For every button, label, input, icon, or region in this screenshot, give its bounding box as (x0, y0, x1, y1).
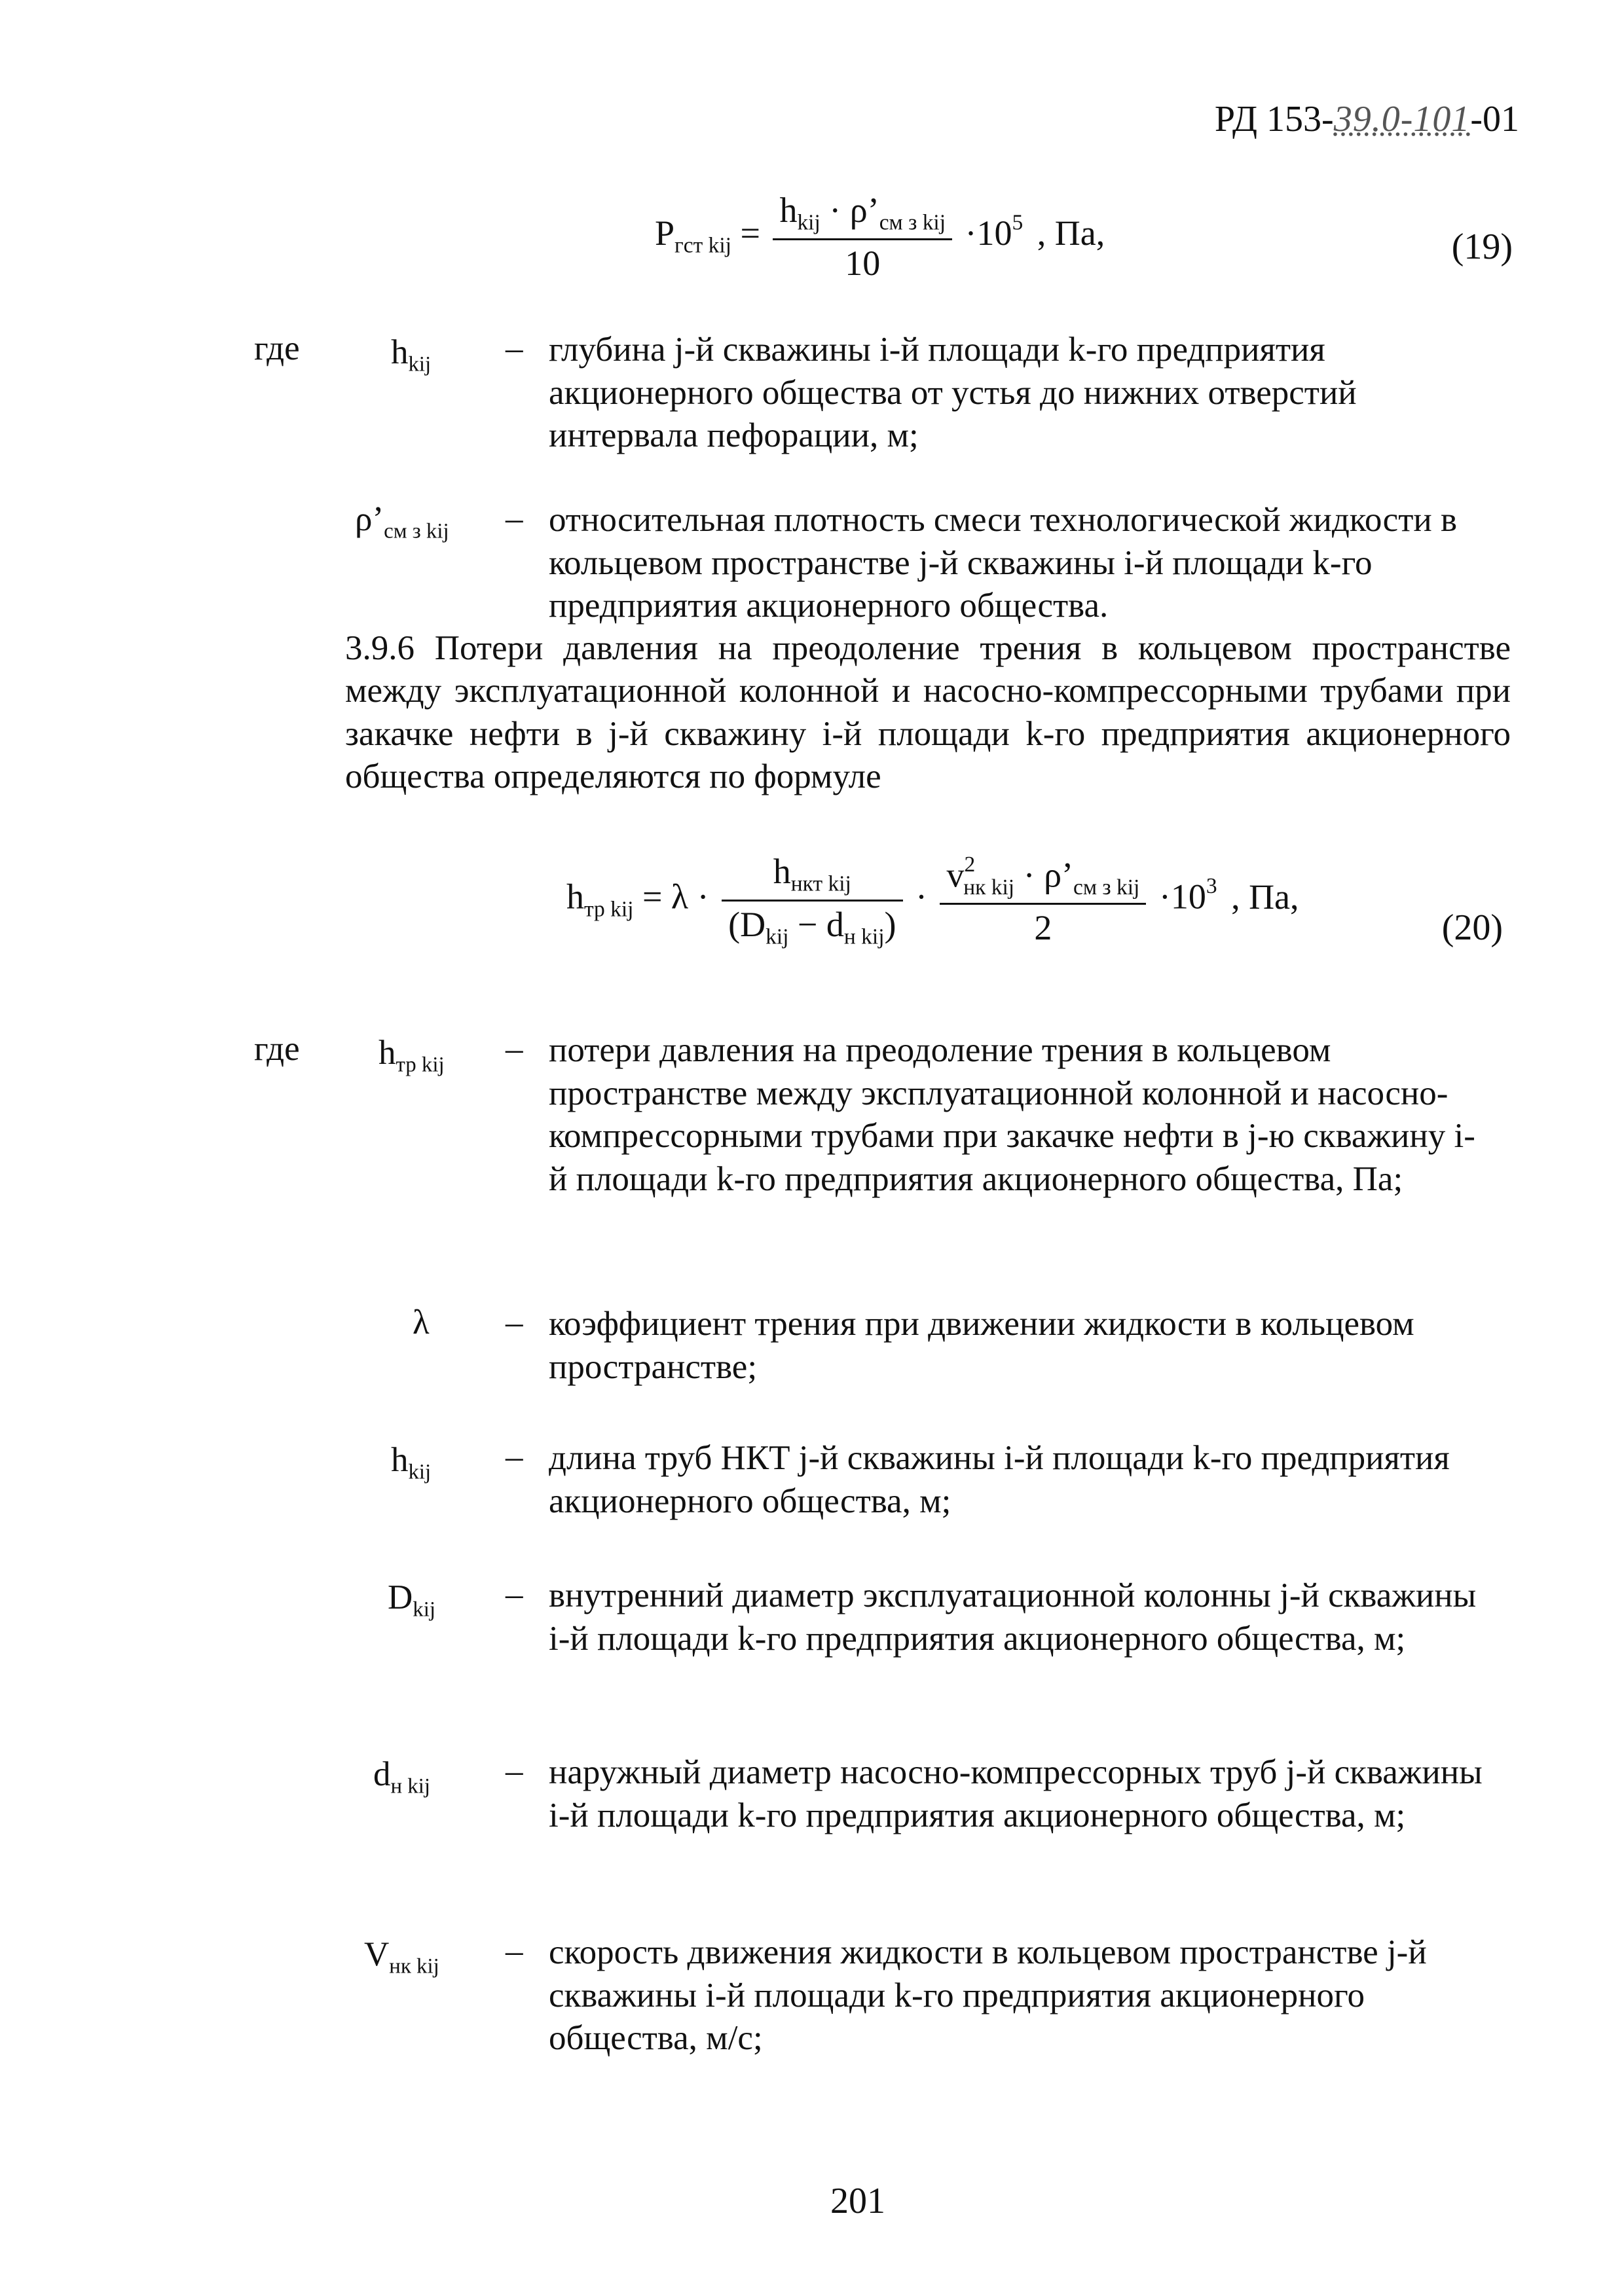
f20-frac1-den (722, 902, 902, 950)
f20-multiplier: ·10 (1158, 877, 1206, 917)
f20-den-close: ) (884, 904, 896, 944)
f20-frac1-num (722, 851, 902, 902)
f20-eq-lambda: = λ · (642, 877, 709, 917)
f19-exponent: 5 (1012, 210, 1024, 235)
def3-text: потери давления на преодоление трения в кольцевом пространстве между эксплуатационной колонной и насосно-компрессорными трубами при закачке нефти в j-ю скважину i-й площади k-го предприятия акционерного общества, Па; (549, 1031, 1475, 1199)
formula-20 (566, 851, 1299, 949)
f20-den-sub2: н kij (843, 924, 885, 949)
def4-text: коэффициент трения при движении жидкости в кольцевом пространстве; (549, 1305, 1414, 1386)
def3-sym-sub: тр kij (396, 1053, 445, 1077)
def5-text: длина труб НКТ j-й скважины i-й площади k-го предприятия акционерного общества, м; (549, 1439, 1450, 1520)
where-label-2: где (254, 1030, 300, 1068)
def1-sym-sub: kij (408, 352, 432, 376)
def3-sym-main: h (378, 1034, 396, 1072)
f19-num-h: h (779, 191, 798, 230)
def4-dash: – (506, 1303, 523, 1341)
f20-lhs-sub: тр kij (584, 897, 634, 922)
f20-fraction-2 (940, 852, 1146, 948)
page-number: 201 (830, 2181, 885, 2221)
doc-code-handwritten: 39.0-101 (1333, 99, 1471, 139)
f19-denominator: 10 (845, 243, 881, 283)
def6-symbol-D (388, 1578, 435, 1622)
def7-sym-sub: н kij (390, 1774, 430, 1798)
def5-dash: – (506, 1438, 523, 1476)
f20-den-sub1: kij (766, 924, 789, 949)
def8-symbol-V (364, 1935, 439, 1979)
doc-code-prefix: РД 153- (1214, 99, 1334, 139)
def8-dash: – (506, 1932, 523, 1970)
def2-sym-main: ρ’ (355, 500, 384, 538)
def4-sym-main: λ (413, 1303, 430, 1341)
f20-exponent: 3 (1206, 874, 1217, 899)
f19-num-h-sub: kij (797, 210, 821, 235)
def1-text: глубина j-й скважины i-й площади k-го предприятия акционерного общества от устья до нижних отверстий интервала пефорации, м; (549, 331, 1357, 455)
def2-text: относительная плотность смеси технологической жидкости в кольцевом пространстве j-й скважины i-й площади k-го предприятия акционерного общества. (549, 501, 1458, 625)
def5-sym-main: h (391, 1441, 409, 1479)
paragraph-3-9-6 (244, 627, 1511, 799)
def8-sym-sub: нк kij (389, 1954, 439, 1978)
f19-multiplier: ·10 (965, 213, 1012, 253)
def6-sym-sub: kij (413, 1597, 435, 1622)
f20-frac2-rho-sub: см з kij (1073, 875, 1140, 900)
def6-dash: – (506, 1575, 523, 1613)
f20-den-mid: − d (788, 904, 844, 944)
f20-frac2-v: v (946, 855, 965, 895)
def1-symbol-h (391, 333, 431, 377)
f19-fraction (773, 190, 952, 283)
equation-number-20: (20) (1441, 907, 1503, 948)
f20-frac2-v-sup: 2 (964, 852, 976, 877)
f19-numerator (773, 190, 952, 240)
def2-symbol-rho (355, 500, 449, 544)
def2-dash: – (506, 500, 523, 538)
document-code-header (1215, 98, 1519, 140)
def1-dash: – (506, 329, 523, 367)
def7-dash: – (506, 1752, 523, 1790)
f20-lhs: h (566, 877, 584, 917)
formula-19 (655, 190, 1105, 283)
f19-equals: = (740, 213, 760, 253)
def7-text: наружный диаметр насосно-компрессорных труб j-й скважины i-й площади k-го предприятия акционерного общества, м; (549, 1753, 1483, 1834)
f20-frac2-v-sub: нк kij (963, 875, 1015, 900)
f19-dot: · (829, 191, 841, 230)
f20-unit: , Па, (1231, 877, 1299, 917)
def7-sym-main: d (373, 1755, 391, 1793)
equation-number-19: (19) (1451, 227, 1513, 267)
where-label-1: где (254, 329, 300, 367)
f20-frac2-num (940, 852, 1146, 905)
def8-sym-main: V (364, 1935, 390, 1973)
f19-num-rho: ρ’ (849, 191, 879, 230)
f20-frac2-rho: · ρ’ (1023, 855, 1074, 895)
f20-den-open: (D (728, 904, 766, 944)
def5-symbol-h (391, 1440, 431, 1485)
f19-num-rho-sub: см з kij (879, 210, 946, 235)
f20-frac1-num-h: h (773, 852, 791, 891)
f20-frac2-den: 2 (1034, 908, 1052, 948)
f19-lhs: P (655, 213, 675, 253)
def6-text: внутренний диаметр эксплуатационной колонны j-й скважины i-й площади k-го предприятия акционерного общества, м; (549, 1576, 1477, 1658)
def7-symbol-d (373, 1755, 430, 1799)
f19-lhs-sub: гст kij (674, 233, 731, 258)
def6-sym-main: D (388, 1578, 413, 1616)
f19-unit: , Па, (1037, 213, 1105, 253)
f20-fraction-1 (722, 851, 902, 949)
def3-symbol-htr (378, 1033, 445, 1078)
f20-frac1-num-sub: нкт kij (790, 871, 851, 896)
f20-dot: · (915, 877, 927, 917)
def2-sym-sub: см з kij (384, 519, 449, 543)
def4-symbol-lambda (413, 1303, 430, 1342)
def5-sym-sub: kij (408, 1460, 432, 1484)
def3-dash: – (506, 1030, 523, 1068)
def8-text: скорость движения жидкости в кольцевом пространстве j-й скважины i-й площади k-го предприятия акционерного общества, м/с; (549, 1933, 1427, 2058)
doc-code-suffix: -01 (1470, 99, 1519, 139)
paragraph-3-9-6-text: 3.9.6 Потери давления на преодоление трения в кольцевом пространстве между эксплуатационной колонной и насосно-компрессорными трубами при закачке нефти в j-й скважину i-й площади k-го предприятия акционерного общества определяются по формуле (345, 629, 1511, 796)
def1-sym-main: h (391, 333, 409, 371)
